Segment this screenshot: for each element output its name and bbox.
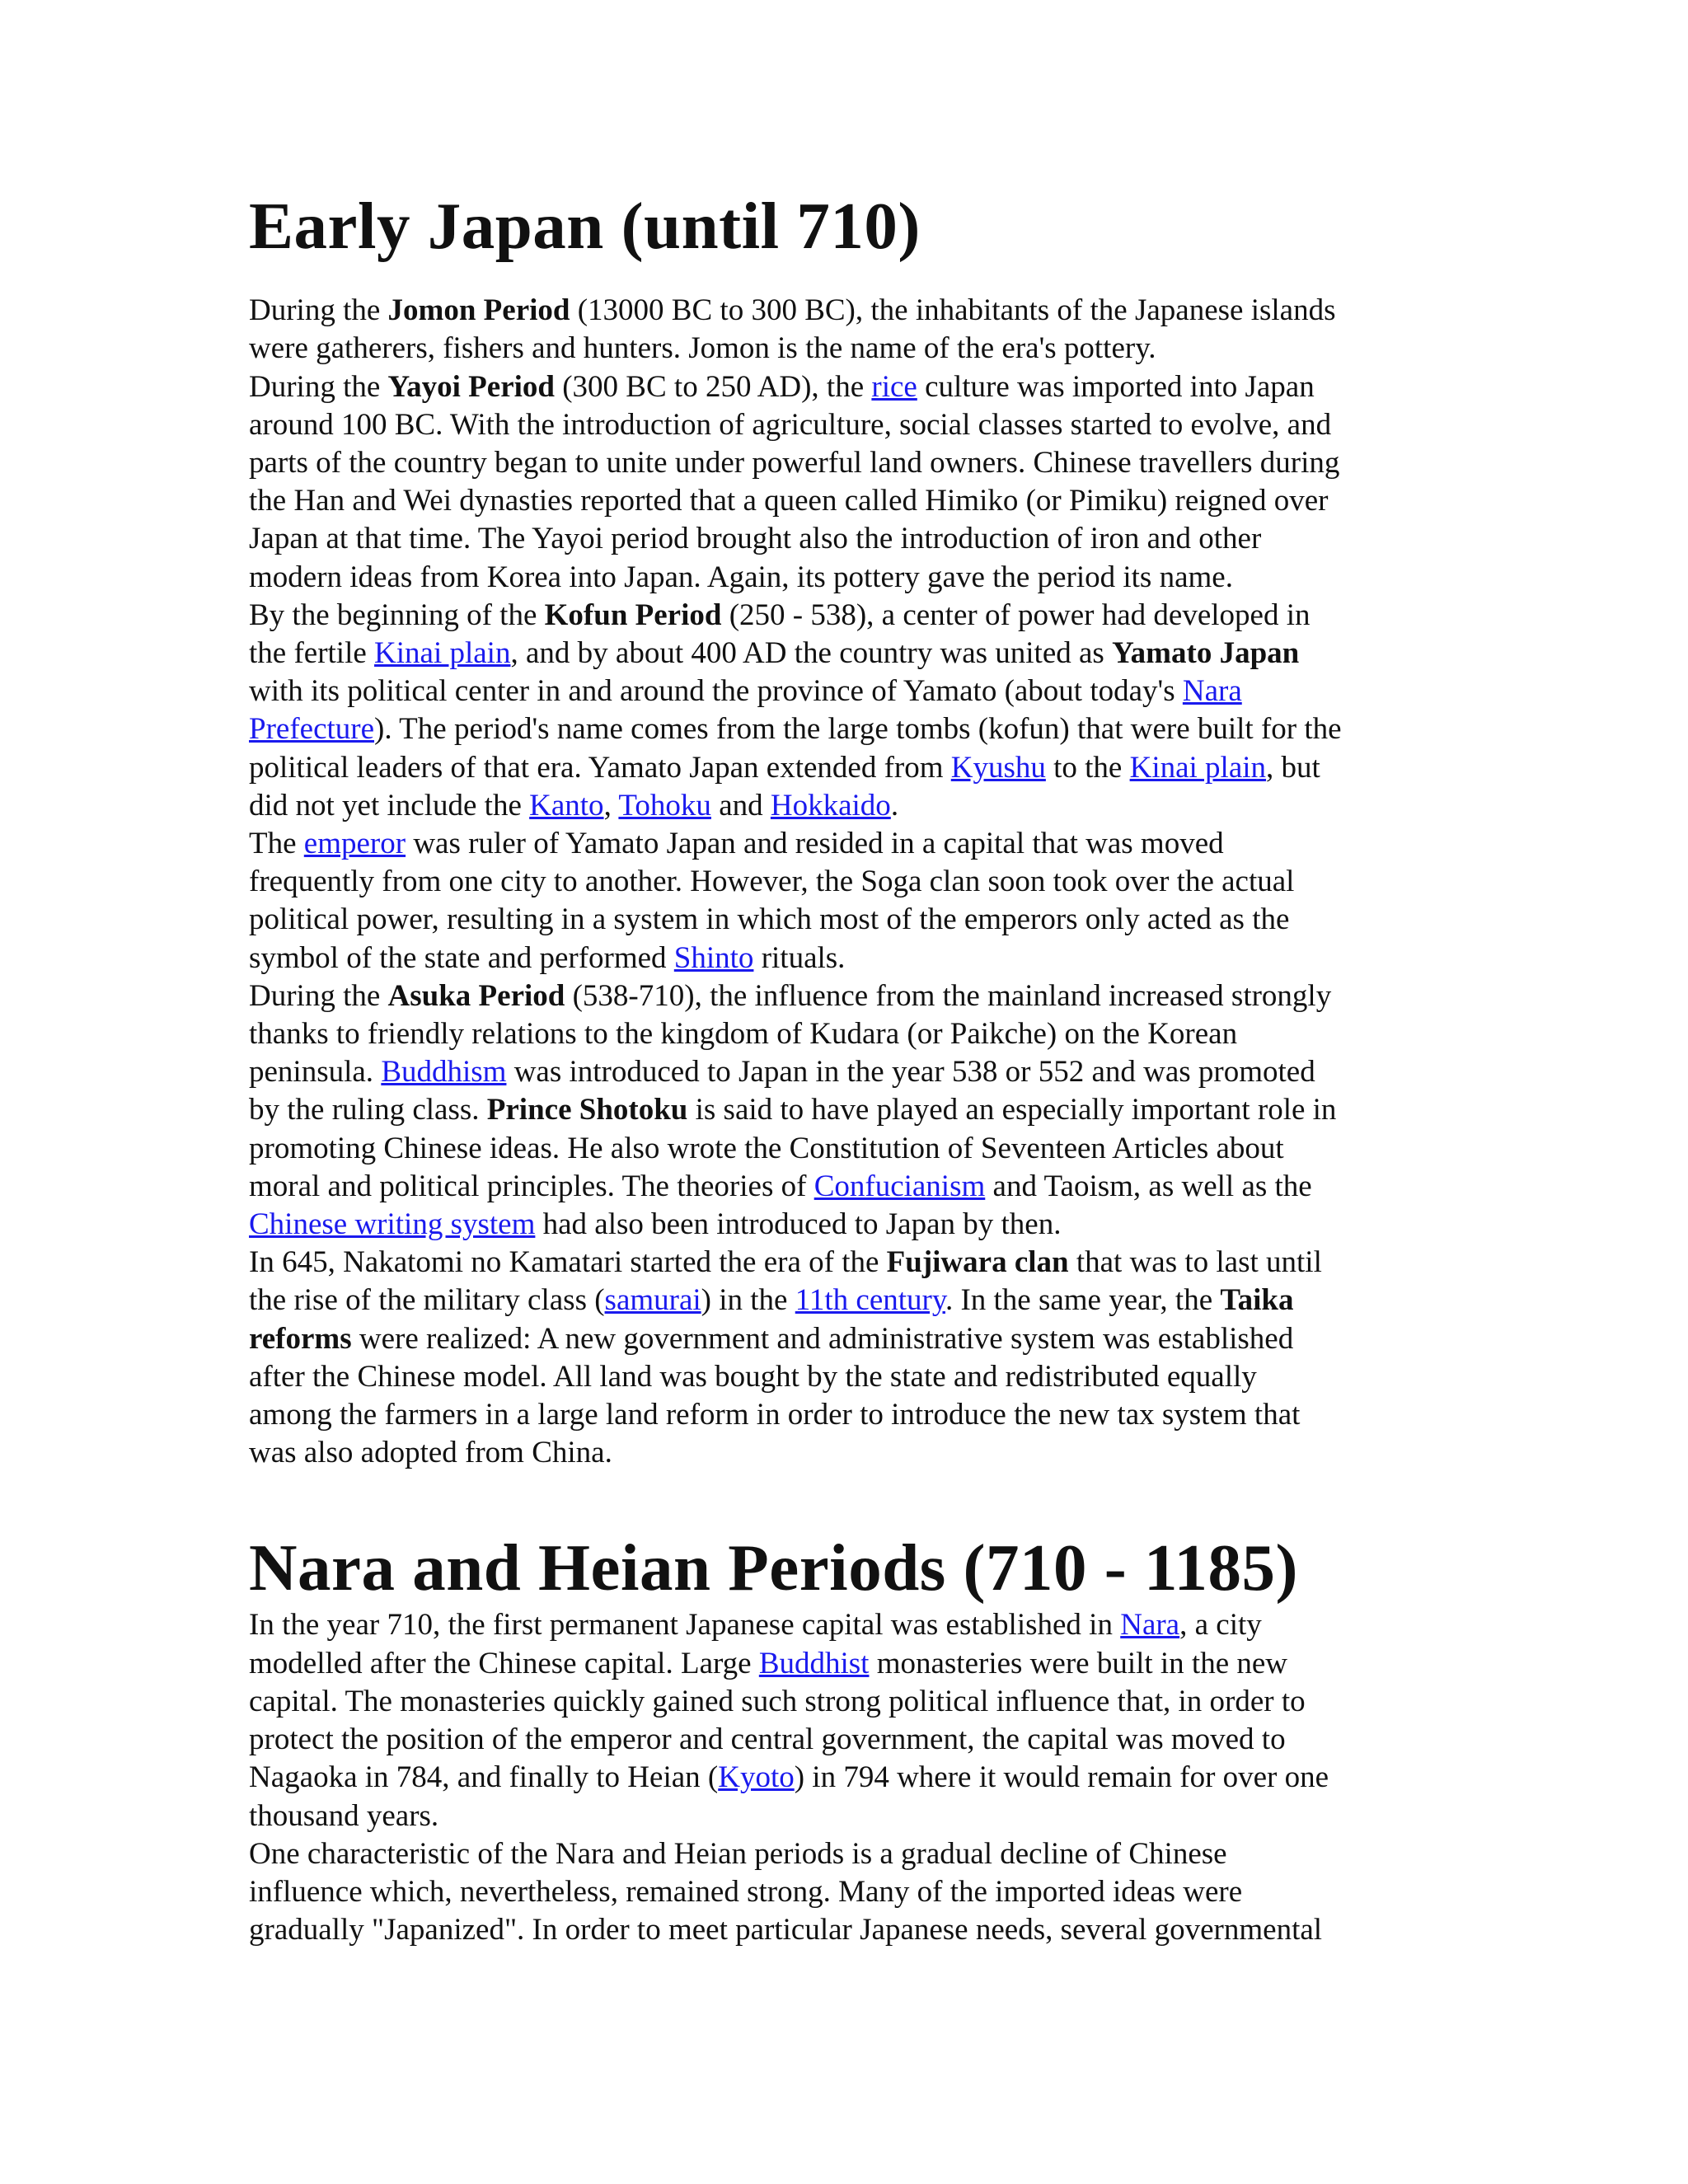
link-kyoto[interactable]: Kyoto	[718, 1760, 795, 1795]
paragraph: The emperor was ruler of Yamato Japan and resided in a capital that was moved frequently from one city to another. However, the Soga clan soon took over the actual political power, resulting in a system in which most of the emperors only acted as the symbol of the state and performed Shinto rituals.	[249, 826, 1295, 975]
paragraph: One characteristic of the Nara and Heian periods is a gradual decline of Chinese influence which, nevertheless, remained strong. Many of the imported ideas were gradually "Japanized". In order to meet particular Japanese needs, several governmental	[249, 1836, 1323, 1947]
link-rice[interactable]: rice	[871, 369, 917, 404]
link-buddhist[interactable]: Buddhist	[758, 1646, 870, 1680]
link-kinai-plain[interactable]: Kinai plain	[374, 635, 511, 670]
section-heading-nara-heian: Nara and Heian Periods (710 - 1185)	[249, 1530, 1298, 1605]
bold-term: Kofun Period	[544, 598, 722, 632]
link-nara[interactable]: Nara	[1182, 674, 1242, 709]
link-emperor[interactable]: emperor	[303, 826, 406, 860]
bold-term: Jomon Period	[387, 293, 570, 328]
link-prefecture[interactable]: Prefecture	[249, 712, 375, 747]
link-confucianism[interactable]: Confucianism	[814, 1169, 986, 1203]
section-nara-heian-body	[249, 1606, 1452, 1949]
paragraph: By the beginning of the Kofun Period (250 - 538), a center of power had developed in the fertile Kinai plain, and by about 400 AD the country was united as Yamato Japan with its political center in and around the province of Yamato (about today's Nara Prefecture). The period's name comes from the large tombs (kofun) that were built for the political leaders of that era. Yamato Japan extended from Kyushu to the Kinai plain, but did not yet include the Kanto, Tohoku and Hokkaido.	[249, 598, 1342, 823]
paragraph: During the Jomon Period (13000 BC to 300 BC), the inhabitants of the Japanese islands were gatherers, fishers and hunters. Jomon is the name of the era's pottery.	[249, 293, 1336, 366]
link-hokkaido[interactable]: Hokkaido	[770, 788, 891, 823]
bold-term: Fujiwara clan	[886, 1245, 1069, 1280]
link-shinto[interactable]: Shinto	[673, 940, 754, 975]
paragraph: During the Asuka Period (538-710), the influence from the mainland increased strongly thanks to friendly relations to the kingdom of Kudara (or Paikche) on the Korean peninsula. Buddhism was introduced to Japan in the year 538 or 552 and was promoted by the ruling class. Prince Shotoku is said to have played an especially important role in promoting Chinese ideas. He also wrote the Constitution of Seventeen Articles about moral and political principles. The theories of Confucianism and Taoism, as well as the Chinese writing system had also been introduced to Japan by then.	[249, 978, 1337, 1241]
link-chinese-writing-system[interactable]: Chinese writing system	[249, 1207, 536, 1241]
bold-term: Yayoi Period	[387, 369, 555, 404]
bold-term: Asuka Period	[387, 978, 565, 1013]
paragraph: In the year 710, the first permanent Japanese capital was established in Nara, a city modelled after the Chinese capital. Large Buddhist monasteries were built in the new capital. The monasteries quickly gained such strong political influence that, in order to protect the position of the emperor and central government, the capital was moved to Nagaoka in 784, and finally to Heian (Kyoto) in 794 where it would remain for over one thousand years.	[249, 1608, 1329, 1833]
link-kinai-plain[interactable]: Kinai plain	[1129, 750, 1267, 785]
link-nara[interactable]: Nara	[1120, 1608, 1180, 1643]
bold-term: Prince Shotoku	[486, 1093, 688, 1127]
link-tohoku[interactable]: Tohoku	[618, 788, 711, 823]
section-early-japan-body	[249, 292, 1452, 1472]
link-kanto[interactable]: Kanto	[529, 788, 604, 823]
bold-term: Yamato Japan	[1112, 635, 1300, 670]
link-samurai[interactable]: samurai	[604, 1283, 701, 1318]
paragraph: During the Yayoi Period (300 BC to 250 AD), the rice culture was imported into Japan around 100 BC. With the introduction of agriculture, social classes started to evolve, and parts of the country began to unite under powerful land owners. Chinese travellers during the Han and Wei dynasties reported that a queen called Himiko (or Pimiku) reigned over Japan at that time. The Yayoi period brought also the introduction of iron and other modern ideas from Korea into Japan. Again, its pottery gave the period its name.	[249, 369, 1340, 594]
paragraph: In 645, Nakatomi no Kamatari started the era of the Fujiwara clan that was to last until the rise of the military class (samurai) in the 11th century. In the same year, the Taika reforms were realized: A new government and administrative system was established after the Chinese model. All land was bought by the state and redistributed equally among the farmers in a large land reform in order to introduce the new tax system that was also adopted from China.	[249, 1245, 1322, 1470]
link-kyushu[interactable]: Kyushu	[950, 750, 1046, 785]
section-heading-early-japan: Early Japan (until 710)	[249, 189, 921, 263]
bold-term: Taika	[1220, 1283, 1294, 1318]
document-body	[249, 190, 1452, 1949]
link-buddhism[interactable]: Buddhism	[381, 1055, 507, 1090]
bold-term: reforms	[249, 1321, 352, 1356]
link-11th-century[interactable]: 11th century	[795, 1283, 945, 1318]
